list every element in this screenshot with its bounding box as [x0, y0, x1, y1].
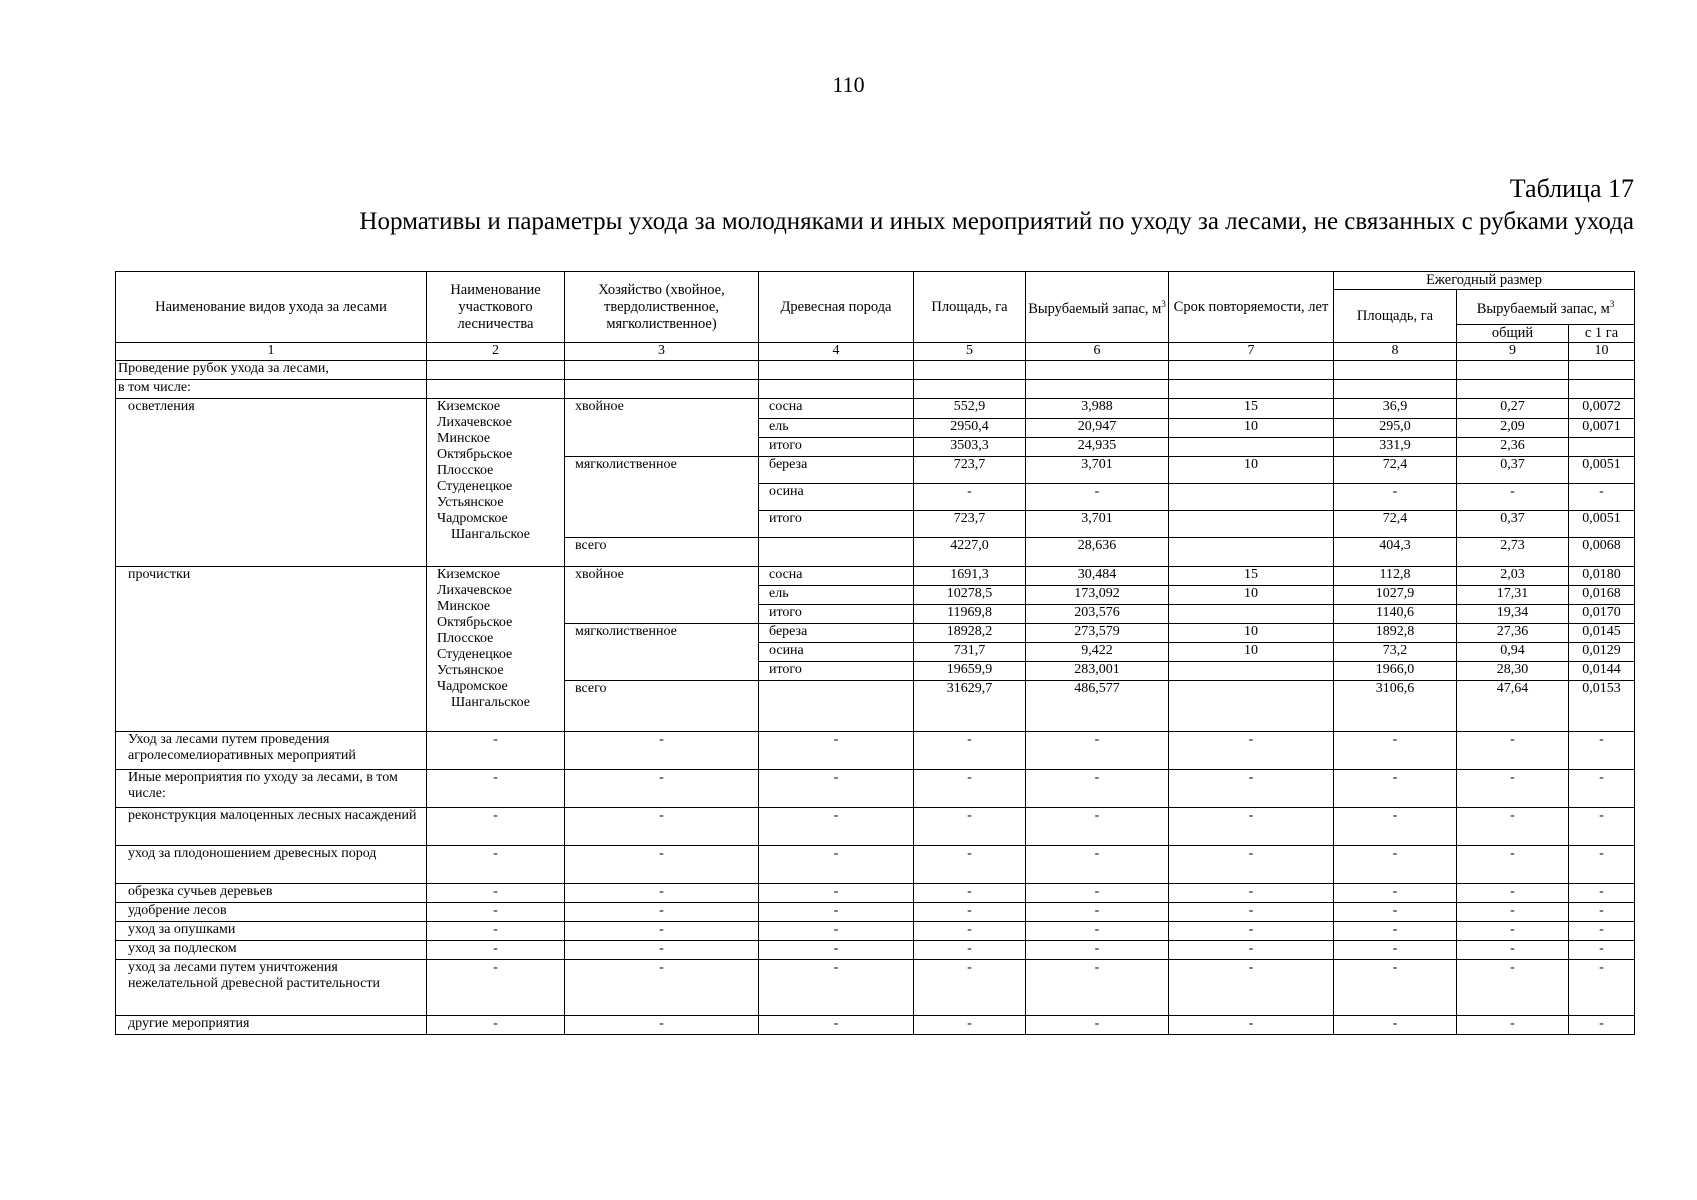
- stock-cell: 3,701: [1026, 511, 1169, 538]
- dash-cell: -: [1334, 960, 1457, 1016]
- annual-per-ha-cell: 0,0144: [1569, 662, 1635, 681]
- annual-per-ha-cell: 0,0129: [1569, 643, 1635, 662]
- table-row: [116, 846, 1635, 884]
- dash-cell: -: [1569, 770, 1635, 808]
- header-total: общий: [1457, 325, 1569, 343]
- header-per-ha: с 1 га: [1569, 325, 1635, 343]
- dash-cell: -: [565, 1016, 759, 1035]
- economy-cell: всего: [565, 681, 759, 732]
- annual-area-cell: 73,2: [1334, 643, 1457, 662]
- col-number: 8: [1334, 343, 1457, 361]
- stock-cell: 283,001: [1026, 662, 1169, 681]
- dash-cell: -: [1334, 922, 1457, 941]
- dash-cell: -: [1334, 903, 1457, 922]
- dash-cell: -: [1569, 941, 1635, 960]
- dash-cell: -: [1334, 770, 1457, 808]
- dash-cell: -: [427, 884, 565, 903]
- section-subtitle: в том числе:: [116, 380, 427, 399]
- annual-total-cell: 0,37: [1457, 511, 1569, 538]
- dash-cell: -: [1569, 808, 1635, 846]
- dash-cell: -: [565, 903, 759, 922]
- stock-cell: 173,092: [1026, 586, 1169, 605]
- dash-cell: -: [1334, 808, 1457, 846]
- economy-cell: мягколиственное: [565, 457, 759, 538]
- annual-area-cell: -: [1334, 484, 1457, 511]
- dash-cell: -: [1026, 732, 1169, 770]
- annual-per-ha-cell: 0,0072: [1569, 399, 1635, 419]
- measure-name: обрезка сучьев деревьев: [116, 884, 427, 903]
- dash-cell: -: [914, 922, 1026, 941]
- dash-cell: -: [1169, 922, 1334, 941]
- area-cell: 4227,0: [914, 538, 1026, 567]
- col-number: 3: [565, 343, 759, 361]
- dash-cell: -: [427, 960, 565, 1016]
- dash-cell: -: [914, 903, 1026, 922]
- annual-area-cell: 36,9: [1334, 399, 1457, 419]
- dash-cell: -: [759, 808, 914, 846]
- annual-total-cell: 2,73: [1457, 538, 1569, 567]
- dash-cell: -: [1334, 884, 1457, 903]
- dash-cell: -: [1334, 1016, 1457, 1035]
- dash-cell: -: [1169, 770, 1334, 808]
- col-number: 2: [427, 343, 565, 361]
- period-cell: 10: [1169, 624, 1334, 643]
- period-cell: [1169, 511, 1334, 538]
- care-type-prochistka: прочистки: [116, 567, 427, 732]
- care-type-osvetlenie: осветления: [116, 399, 427, 567]
- annual-area-cell: 72,4: [1334, 511, 1457, 538]
- measure-name: уход за плодоношением древесных пород: [116, 846, 427, 884]
- dash-cell: -: [1169, 732, 1334, 770]
- species-cell: сосна: [759, 399, 914, 419]
- dash-cell: -: [759, 770, 914, 808]
- annual-per-ha-cell: 0,0180: [1569, 567, 1635, 586]
- dash-cell: -: [914, 808, 1026, 846]
- annual-total-cell: -: [1457, 484, 1569, 511]
- dash-cell: -: [1569, 884, 1635, 903]
- annual-area-cell: 1027,9: [1334, 586, 1457, 605]
- table-label: Таблица 17: [1509, 174, 1634, 203]
- dash-cell: -: [1334, 732, 1457, 770]
- annual-total-cell: 28,30: [1457, 662, 1569, 681]
- stock-cell: 3,988: [1026, 399, 1169, 419]
- dash-cell: -: [565, 960, 759, 1016]
- forestry-list: Киземское Лихачевское Минское Октябрьское Плосское Студенецкое Устьянское Чадромское Шангальское: [427, 399, 565, 567]
- species-cell: итого: [759, 605, 914, 624]
- header-economy: Хозяйство (хвойное, твердолиственное, мягколиственное): [565, 272, 759, 343]
- dash-cell: -: [914, 960, 1026, 1016]
- annual-per-ha-cell: [1569, 438, 1635, 457]
- area-cell: 10278,5: [914, 586, 1026, 605]
- stock-cell: 486,577: [1026, 681, 1169, 732]
- annual-area-cell: 1966,0: [1334, 662, 1457, 681]
- period-cell: [1169, 438, 1334, 457]
- annual-area-cell: 3106,6: [1334, 681, 1457, 732]
- col-number: 4: [759, 343, 914, 361]
- dash-cell: -: [759, 884, 914, 903]
- species-cell: береза: [759, 624, 914, 643]
- annual-per-ha-cell: 0,0168: [1569, 586, 1635, 605]
- col-number: 6: [1026, 343, 1169, 361]
- period-cell: 10: [1169, 419, 1334, 438]
- annual-total-cell: 0,37: [1457, 457, 1569, 484]
- dash-cell: -: [1457, 732, 1569, 770]
- table-row: [116, 808, 1635, 846]
- dash-cell: -: [427, 903, 565, 922]
- table-row: [116, 770, 1635, 808]
- annual-area-cell: 331,9: [1334, 438, 1457, 457]
- dash-cell: -: [759, 922, 914, 941]
- species-cell: итого: [759, 511, 914, 538]
- stock-cell: 24,935: [1026, 438, 1169, 457]
- period-cell: 10: [1169, 643, 1334, 662]
- dash-cell: -: [914, 941, 1026, 960]
- measure-name: уход за подлеском: [116, 941, 427, 960]
- annual-per-ha-cell: 0,0051: [1569, 457, 1635, 484]
- dash-cell: -: [1457, 1016, 1569, 1035]
- annual-area-cell: 404,3: [1334, 538, 1457, 567]
- table-row: [116, 567, 1635, 586]
- table-row: [116, 941, 1635, 960]
- dash-cell: -: [427, 922, 565, 941]
- table-row: [116, 960, 1635, 1016]
- dash-cell: -: [1169, 941, 1334, 960]
- stock-cell: -: [1026, 484, 1169, 511]
- species-cell: береза: [759, 457, 914, 484]
- dash-cell: -: [1569, 846, 1635, 884]
- dash-cell: -: [759, 1016, 914, 1035]
- dash-cell: -: [565, 922, 759, 941]
- dash-cell: -: [1569, 732, 1635, 770]
- species-cell: сосна: [759, 567, 914, 586]
- dash-cell: -: [565, 808, 759, 846]
- dash-cell: -: [1457, 884, 1569, 903]
- annual-total-cell: 27,36: [1457, 624, 1569, 643]
- table-title: Нормативы и параметры ухода за молодняками и иных мероприятий по уходу за лесами, не связанных с рубками ухода: [359, 208, 1634, 235]
- section-row: [116, 361, 1635, 380]
- stock-cell: 9,422: [1026, 643, 1169, 662]
- table-row: [116, 1016, 1635, 1035]
- dash-cell: -: [759, 903, 914, 922]
- header-care-type: Наименование видов ухода за лесами: [116, 272, 427, 343]
- dash-cell: -: [1569, 903, 1635, 922]
- dash-cell: -: [1026, 941, 1169, 960]
- dash-cell: -: [427, 846, 565, 884]
- stock-cell: 203,576: [1026, 605, 1169, 624]
- dash-cell: -: [759, 941, 914, 960]
- dash-cell: -: [1169, 846, 1334, 884]
- species-cell: ель: [759, 586, 914, 605]
- species-cell: осина: [759, 484, 914, 511]
- economy-cell: мягколиственное: [565, 624, 759, 681]
- annual-area-cell: 295,0: [1334, 419, 1457, 438]
- stock-cell: 20,947: [1026, 419, 1169, 438]
- measure-name: удобрение лесов: [116, 903, 427, 922]
- annual-area-cell: 112,8: [1334, 567, 1457, 586]
- dash-cell: -: [759, 846, 914, 884]
- dash-cell: -: [427, 808, 565, 846]
- dash-cell: -: [1169, 884, 1334, 903]
- period-cell: 10: [1169, 586, 1334, 605]
- dash-cell: -: [759, 960, 914, 1016]
- period-cell: 10: [1169, 457, 1334, 484]
- dash-cell: -: [1026, 808, 1169, 846]
- economy-cell: всего: [565, 538, 759, 567]
- forestry-list: Киземское Лихачевское Минское Октябрьское Плосское Студенецкое Устьянское Чадромское Шангальское: [427, 567, 565, 732]
- species-cell: ель: [759, 419, 914, 438]
- annual-area-cell: 1140,6: [1334, 605, 1457, 624]
- dash-cell: -: [1457, 960, 1569, 1016]
- annual-total-cell: 0,94: [1457, 643, 1569, 662]
- dash-cell: -: [1457, 770, 1569, 808]
- forest-care-table: [115, 271, 1635, 1035]
- annual-area-cell: 72,4: [1334, 457, 1457, 484]
- annual-per-ha-cell: 0,0068: [1569, 538, 1635, 567]
- dash-cell: -: [565, 770, 759, 808]
- measure-name: Иные мероприятия по уходу за лесами, в том числе:: [116, 770, 427, 808]
- col-number: 9: [1457, 343, 1569, 361]
- dash-cell: -: [1026, 770, 1169, 808]
- period-cell: 15: [1169, 567, 1334, 586]
- header-annual-stock: Вырубаемый запас, $м^3$: [1457, 290, 1635, 325]
- col-number: 10: [1569, 343, 1635, 361]
- period-cell: [1169, 484, 1334, 511]
- economy-cell: хвойное: [565, 399, 759, 457]
- header-annual: Ежегодный размер: [1334, 272, 1635, 290]
- dash-cell: -: [1334, 846, 1457, 884]
- header-area: Площадь, га: [914, 272, 1026, 343]
- table-row: [116, 399, 1635, 419]
- annual-per-ha-cell: 0,0170: [1569, 605, 1635, 624]
- annual-area-cell: 1892,8: [1334, 624, 1457, 643]
- annual-per-ha-cell: 0,0145: [1569, 624, 1635, 643]
- table-row: [116, 903, 1635, 922]
- dash-cell: -: [1169, 1016, 1334, 1035]
- table-row: [116, 884, 1635, 903]
- dash-cell: -: [914, 884, 1026, 903]
- annual-per-ha-cell: -: [1569, 484, 1635, 511]
- area-cell: 11969,8: [914, 605, 1026, 624]
- stock-cell: 28,636: [1026, 538, 1169, 567]
- dash-cell: -: [1026, 884, 1169, 903]
- dash-cell: -: [914, 732, 1026, 770]
- dash-cell: -: [759, 732, 914, 770]
- annual-total-cell: 17,31: [1457, 586, 1569, 605]
- annual-per-ha-cell: 0,0051: [1569, 511, 1635, 538]
- dash-cell: -: [427, 941, 565, 960]
- dash-cell: -: [565, 941, 759, 960]
- column-numbers-row: [116, 343, 1635, 361]
- measure-name: уход за лесами путем уничтожения нежелательной древесной растительности: [116, 960, 427, 1016]
- area-cell: 731,7: [914, 643, 1026, 662]
- measure-name: уход за опушками: [116, 922, 427, 941]
- dash-cell: -: [1569, 960, 1635, 1016]
- stock-cell: 273,579: [1026, 624, 1169, 643]
- stock-cell: 3,701: [1026, 457, 1169, 484]
- species-cell: осина: [759, 643, 914, 662]
- dash-cell: -: [1569, 922, 1635, 941]
- header-annual-area: Площадь, га: [1334, 290, 1457, 343]
- dash-cell: -: [1457, 922, 1569, 941]
- dash-cell: -: [1026, 922, 1169, 941]
- period-cell: [1169, 662, 1334, 681]
- stock-cell: 30,484: [1026, 567, 1169, 586]
- dash-cell: -: [1569, 1016, 1635, 1035]
- dash-cell: -: [1334, 941, 1457, 960]
- header-species: Древесная порода: [759, 272, 914, 343]
- col-number: 5: [914, 343, 1026, 361]
- other-measures: [116, 732, 1635, 1035]
- annual-total-cell: 19,34: [1457, 605, 1569, 624]
- dash-cell: -: [914, 1016, 1026, 1035]
- area-cell: 3503,3: [914, 438, 1026, 457]
- dash-cell: -: [1026, 960, 1169, 1016]
- species-cell: итого: [759, 662, 914, 681]
- measure-name: другие мероприятия: [116, 1016, 427, 1035]
- area-cell: 19659,9: [914, 662, 1026, 681]
- dash-cell: -: [1169, 903, 1334, 922]
- period-cell: 15: [1169, 399, 1334, 419]
- area-cell: 18928,2: [914, 624, 1026, 643]
- economy-cell: хвойное: [565, 567, 759, 624]
- dash-cell: -: [427, 770, 565, 808]
- dash-cell: -: [565, 846, 759, 884]
- dash-cell: -: [427, 732, 565, 770]
- annual-per-ha-cell: 0,0071: [1569, 419, 1635, 438]
- measure-name: Уход за лесами путем проведения агролесомелиоративных мероприятий: [116, 732, 427, 770]
- dash-cell: -: [427, 1016, 565, 1035]
- area-cell: 31629,7: [914, 681, 1026, 732]
- dash-cell: -: [1457, 808, 1569, 846]
- dash-cell: -: [565, 732, 759, 770]
- annual-total-cell: 0,27: [1457, 399, 1569, 419]
- annual-per-ha-cell: 0,0153: [1569, 681, 1635, 732]
- section-title: Проведение рубок ухода за лесами,: [116, 361, 427, 380]
- dash-cell: -: [914, 846, 1026, 884]
- annual-total-cell: 2,36: [1457, 438, 1569, 457]
- area-cell: 723,7: [914, 457, 1026, 484]
- dash-cell: -: [1169, 960, 1334, 1016]
- dash-cell: -: [914, 770, 1026, 808]
- area-cell: 723,7: [914, 511, 1026, 538]
- area-cell: 552,9: [914, 399, 1026, 419]
- area-cell: 1691,3: [914, 567, 1026, 586]
- header-period: Срок повторяемости, лет: [1169, 272, 1334, 343]
- col-number: 1: [116, 343, 427, 361]
- dash-cell: -: [565, 884, 759, 903]
- header-forestry: Наименование участкового лесничества: [427, 272, 565, 343]
- annual-total-cell: 2,03: [1457, 567, 1569, 586]
- area-cell: -: [914, 484, 1026, 511]
- annual-total-cell: 47,64: [1457, 681, 1569, 732]
- dash-cell: -: [1026, 1016, 1169, 1035]
- header-stock: Вырубаемый запас, $м^3$: [1026, 272, 1169, 343]
- section-row: [116, 380, 1635, 399]
- col-number: 7: [1169, 343, 1334, 361]
- dash-cell: -: [1026, 846, 1169, 884]
- dash-cell: -: [1026, 903, 1169, 922]
- annual-total-cell: 2,09: [1457, 419, 1569, 438]
- dash-cell: -: [1169, 808, 1334, 846]
- dash-cell: -: [1457, 846, 1569, 884]
- area-cell: 2950,4: [914, 419, 1026, 438]
- table-row: [116, 922, 1635, 941]
- measure-name: реконструкция малоценных лесных насаждений: [116, 808, 427, 846]
- species-cell: итого: [759, 438, 914, 457]
- dash-cell: -: [1457, 903, 1569, 922]
- page-number: 110: [832, 72, 865, 97]
- table-row: [116, 732, 1635, 770]
- period-cell: [1169, 605, 1334, 624]
- dash-cell: -: [1457, 941, 1569, 960]
